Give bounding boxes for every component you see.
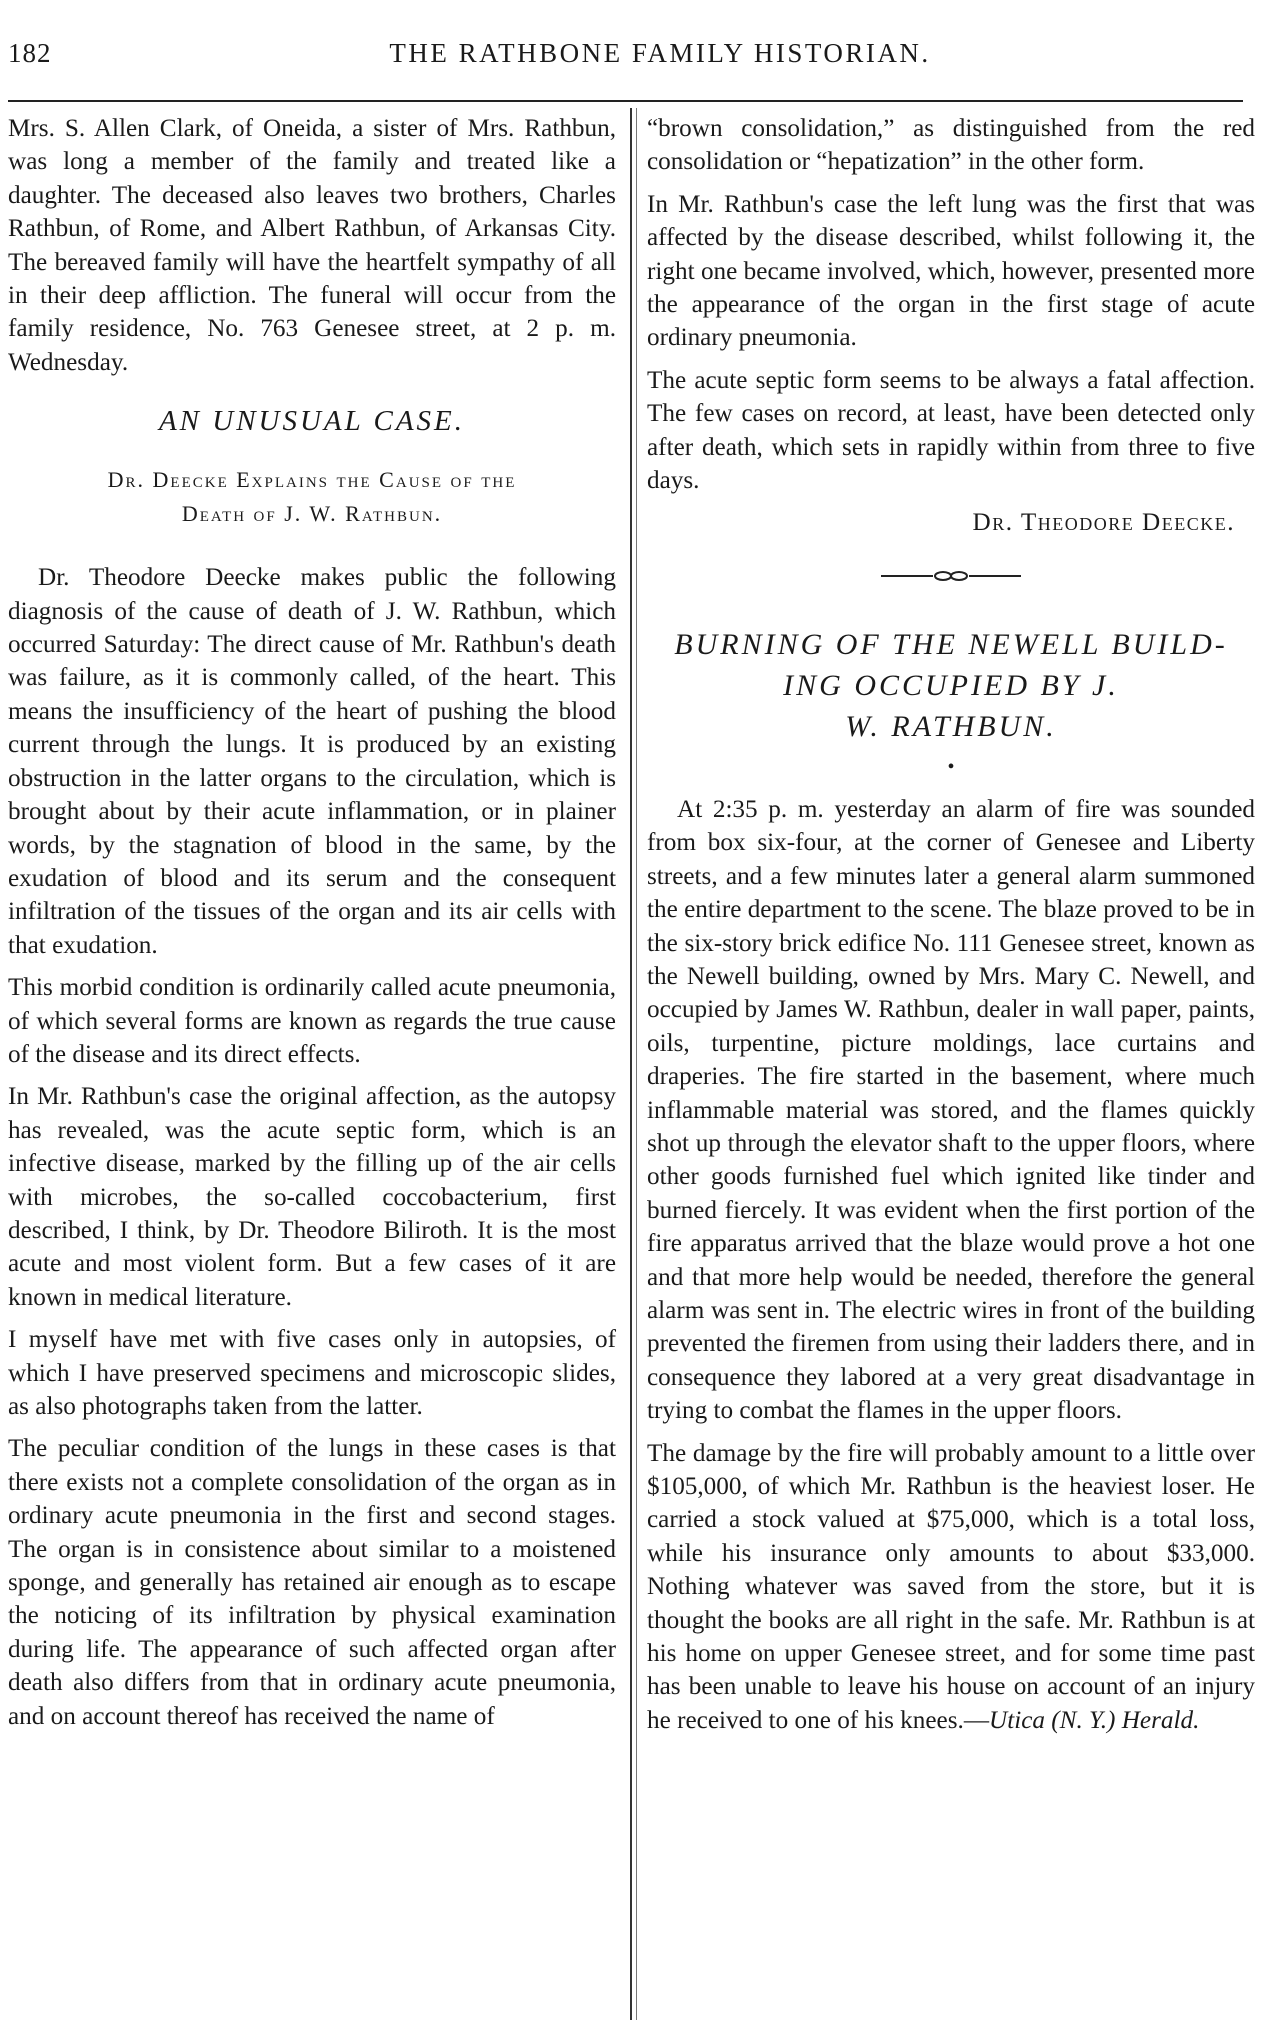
column-divider-thin [636, 108, 637, 2020]
paragraph-autopsies: I myself have met with five cases only in autopsies, of which I have preserved specimens and microscopic slides, as also photographs taken from the latter. [8, 1326, 616, 1420]
heading-line-2: ING OCCUPIED BY J. [783, 668, 1119, 702]
article-heading-unusual-case: AN UNUSUAL CASE. [158, 405, 466, 438]
paragraph-fire-alarm: At 2:35 p. m. yesterday an alarm of fire was sounded from box six-four, at the corner of Genesee and Liberty streets, and a few minutes later a general alarm summoned the entire department to the scene. The blaze proved to be in the six-story brick edifice No. 111 Genesee street, known as the Newell building, owned by Mrs. Mary C. Newell, and occupied by James W. Rathbun, dealer in wall paper, paints, oils, turpentine, picture moldings, lace curtains and draperies. The fire started in the basement, where much inflammable material was stored, and the flames quickly shot up through the elevator shaft to the upper floors, where other goods furnished fuel which ignited like tinder and burned fiercely. It was evident when the first portion of the fire apparatus arrived that the blaze would prove a hot one and that more help would be needed, therefore the general alarm was sent in. The electric wires in front of the building prevented the firemen from using their ladders there, and in consequence they labored at a very great disadvantage in trying to combat the flames in the upper floors. [647, 795, 1255, 1425]
dot-ornament-icon: • [947, 755, 955, 778]
paragraph-lung-condition: The peculiar condition of the lungs in these cases is that there exists not a complete consolidation of the organ as in ordinary acute pneumonia in the first and second stages. The organ is in consistence about similar to a moistened sponge, and generally has retained air enough as to escape the noticing of its infiltration by physical examination during life. The appearance of such affected organ after death also differs from that in ordinary acute pneumonia, and on account thereof has received the name of [8, 1435, 616, 1730]
obituary-continuation: Mrs. S. Allen Clark, of Oneida, a sister of Mrs. Rathbun, was long a member of the family and treated like a daughter. The deceased also leaves two brothers, Charles Rathbun, of Rome, and Albert Rathbun, of Arkansas City. The bereaved family will have the heartfelt sympathy of all in their deep affliction. The funeral will occur from the family residence, No. 763 Genesee street, at 2 p. m. Wednesday. [8, 115, 616, 376]
heading-line-1: BURNING OF THE NEWELL BUILD- [674, 627, 1228, 661]
page-header [0, 38, 1260, 78]
subheading-line-1: Dr. Deecke Explains the Cause of the [107, 467, 517, 493]
header-rule [8, 100, 1243, 102]
paragraph-left-lung: In Mr. Rathbun's case the left lung was the first that was affected by the disease described, whilst following it, the right one became involved, which, however, presented more the appearance of the organ in the first stage of acute ordinary pneumonia. [647, 190, 1255, 352]
heading-line-3: W. RATHBUN. [845, 709, 1057, 743]
paragraph-brown-consolidation: “brown consolidation,” as distinguished from the red consolidation or “hepatization” in the other form. [647, 115, 1255, 176]
damage-text: The damage by the fire will probably amount to a little over $105,000, of which Mr. Rathbun is the heaviest loser. He carried a stock valued at $75,000, which is a total loss, while his insurance only amounts to about $33,000. Nothing whatever was saved from the store, but it is thought the books are all right in the safe. Mr. Rathbun is at his home on upper Genesee street, and for some time past has been unable to leave his house on account of an injury he received to one of his knees.— [647, 1439, 1255, 1734]
left-column [8, 112, 616, 1742]
paragraph-morbid-condition: This morbid condition is ordinarily called acute pneumonia, of which several forms are known as regards the true cause of the disease and its direct effects. [8, 974, 616, 1068]
column-divider [630, 108, 632, 2020]
page-number: 182 [8, 38, 52, 68]
paragraph-septic-form: In Mr. Rathbun's case the original affection, as the autopsy has revealed, was the acute septic form, which is an infective disease, marked by the filling up of the air cells with microbes, the so-called coccobacterium, first described, I think, by Dr. Theodore Bilirоth. It is the most acute and most violent form. But a few cases of it are known in medical literature. [8, 1083, 616, 1311]
right-column [647, 112, 1255, 1746]
ornament-rule-icon [881, 570, 1021, 582]
paragraph-fatal-affection: The acute septic form seems to be always a fatal affection. The few cases on record, at least, have been detected only after death, which sets in rapidly within from three to five days. [647, 366, 1255, 495]
source-citation: Utica (N. Y.) Herald. [989, 1706, 1200, 1734]
running-title: THE RATHBONE FAMILY HISTORIAN. [389, 38, 931, 68]
ornamental-divider [647, 550, 1255, 610]
article-subheading [8, 463, 616, 531]
paragraph-damage [647, 1437, 1255, 1738]
signature-deecke: Dr. Theodore Deecke. [972, 509, 1235, 537]
subheading-line-2: Death of J. W. Rathbun. [181, 501, 443, 527]
article-heading-newell-fire [647, 624, 1255, 747]
paragraph-diagnosis: Dr. Theodore Deecke makes public the following diagnosis of the cause of death of J. W. Rathbun, which occurred Saturday: The direct cause of Mr. Rathbun's death was failure, as it is commonly called, of the heart. This means the insufficiency of the heart of pushing the blood current through the lungs. It is produced by an existing obstruction in the latter organs to the circulation, which is brought about by their acute inflammation, or in plainer words, by the stagnation of blood in the same, by the exudation of blood and its serum and the consequent infiltration of the tissues of the organ and its air cells with that exudation. [8, 564, 616, 959]
